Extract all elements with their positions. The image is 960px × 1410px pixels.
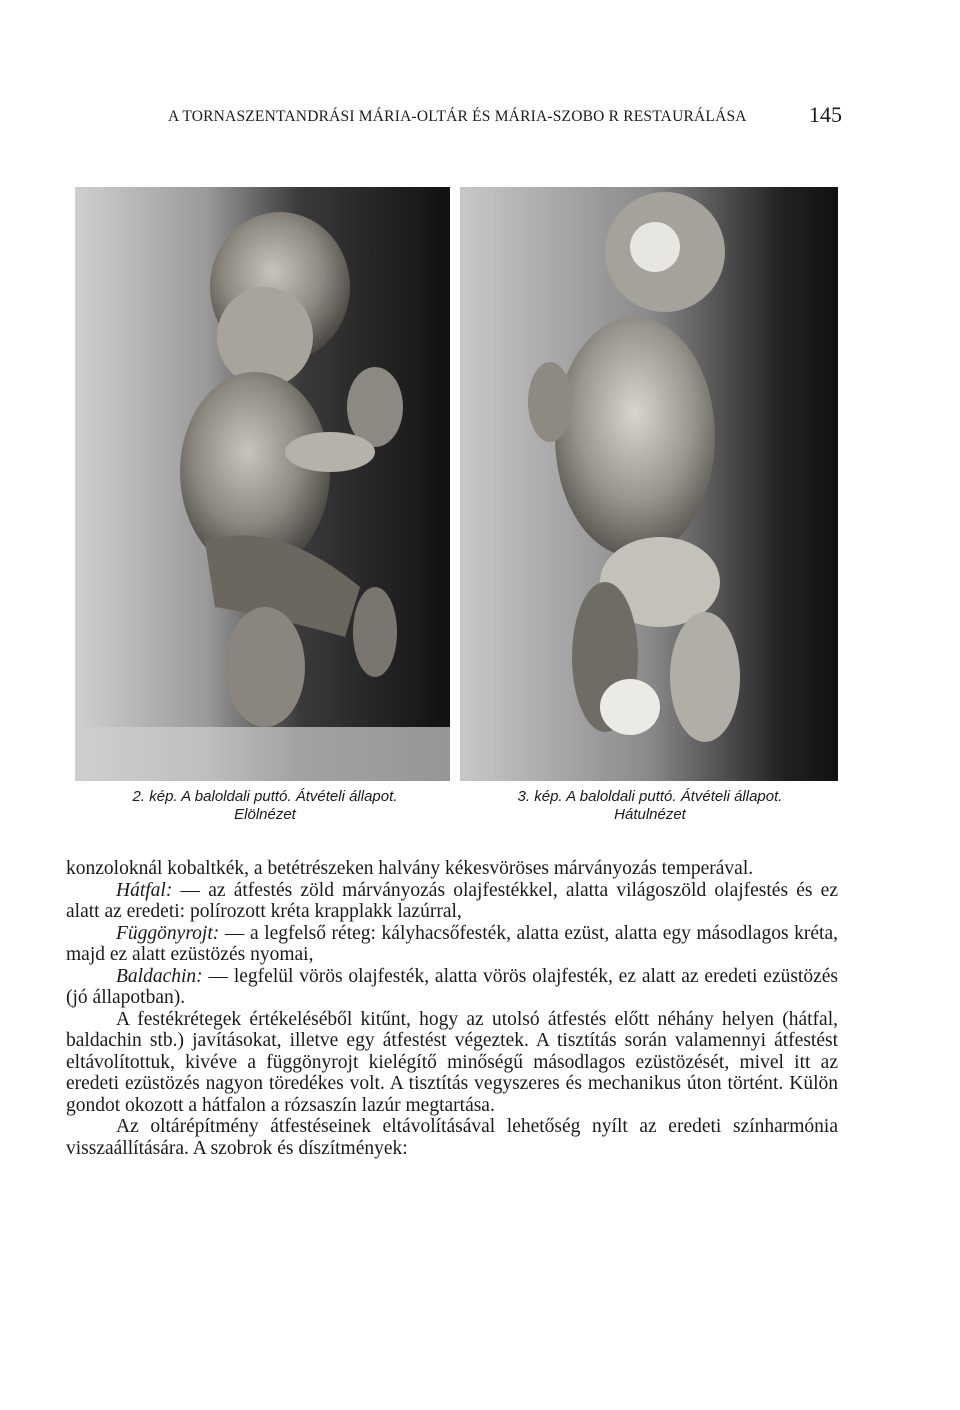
paragraph-fuggonyrojt	[66, 923, 838, 966]
paragraph-6: Az oltárépítmény átfestéseinek eltávolításával lehetőség nyílt az eredeti színharmónia visszaállítására. A szobrok és díszítmények:	[66, 1116, 838, 1159]
putto-front-photo	[75, 187, 450, 781]
page-number: 145	[809, 102, 842, 127]
paragraph-5: A festékrétegek értékeléséből kitűnt, hogy az utolsó átfestés előtt néhány helyen (hátfal, baldachin stb.) javításokat, illetve egy átfestést végeztek. A tisztítás során valamennyi átfestést eltávolítottuk, kivéve a függönyrojt kielégítő minőségű másodlagos ezüstözését, mivel itt az eredeti ezüstözés nagyon töredékes volt. A tisztítás vegyszeres és mechanikus úton történt. Külön gondot okozott a hátfalon a rózsaszín lazúr megtartása.	[66, 1008, 838, 1116]
fuggonyrojt-text: — a legfelső réteg: kályhacsőfesték, alatta ezüst, alatta egy másodlagos kréta, majd ez alatt ezüstözés nyomai,	[66, 922, 838, 965]
page-header	[168, 102, 842, 134]
figure-3-caption-line2: Hátulnézet	[614, 806, 686, 823]
hatfal-label: Hátfal:	[116, 879, 173, 901]
figure-3-caption	[455, 788, 845, 824]
paragraph-baldachin	[66, 966, 838, 1009]
body-text	[66, 858, 838, 1159]
paragraph-hatfal	[66, 880, 838, 923]
baldachin-label: Baldachin:	[116, 965, 203, 987]
figure-2-caption-line2: Elölnézet	[234, 806, 296, 823]
paragraph-1: konzoloknál kobaltkék, a betétrészeken halvány kékesvöröses márványozás temperával.	[66, 858, 754, 879]
baldachin-text: — legfelül vörös olajfesték, alatta vörös olajfesték, ez alatt az eredeti ezüstözés (jó állapotban).	[66, 965, 838, 1008]
running-head: A TORNASZENTANDRÁSI MÁRIA-OLTÁR ÉS MÁRIA-SZOBO R RESTAURÁLÁSA	[168, 108, 747, 125]
putto-back-photo	[460, 187, 838, 781]
fuggonyrojt-label: Függönyrojt:	[116, 922, 220, 944]
figure-2-caption-line1: 2. kép. A baloldali puttó. Átvételi állapot.	[132, 788, 398, 805]
hatfal-text: — az átfestés zöld márványozás olajfestékkel, alatta világoszöld olajfestés és ez alatt az eredeti: polírozott kréta krapplakk lazúrral,	[66, 879, 838, 922]
figure-2-caption	[80, 788, 450, 824]
figure-3-caption-line1: 3. kép. A baloldali puttó. Átvételi állapot.	[517, 788, 783, 805]
